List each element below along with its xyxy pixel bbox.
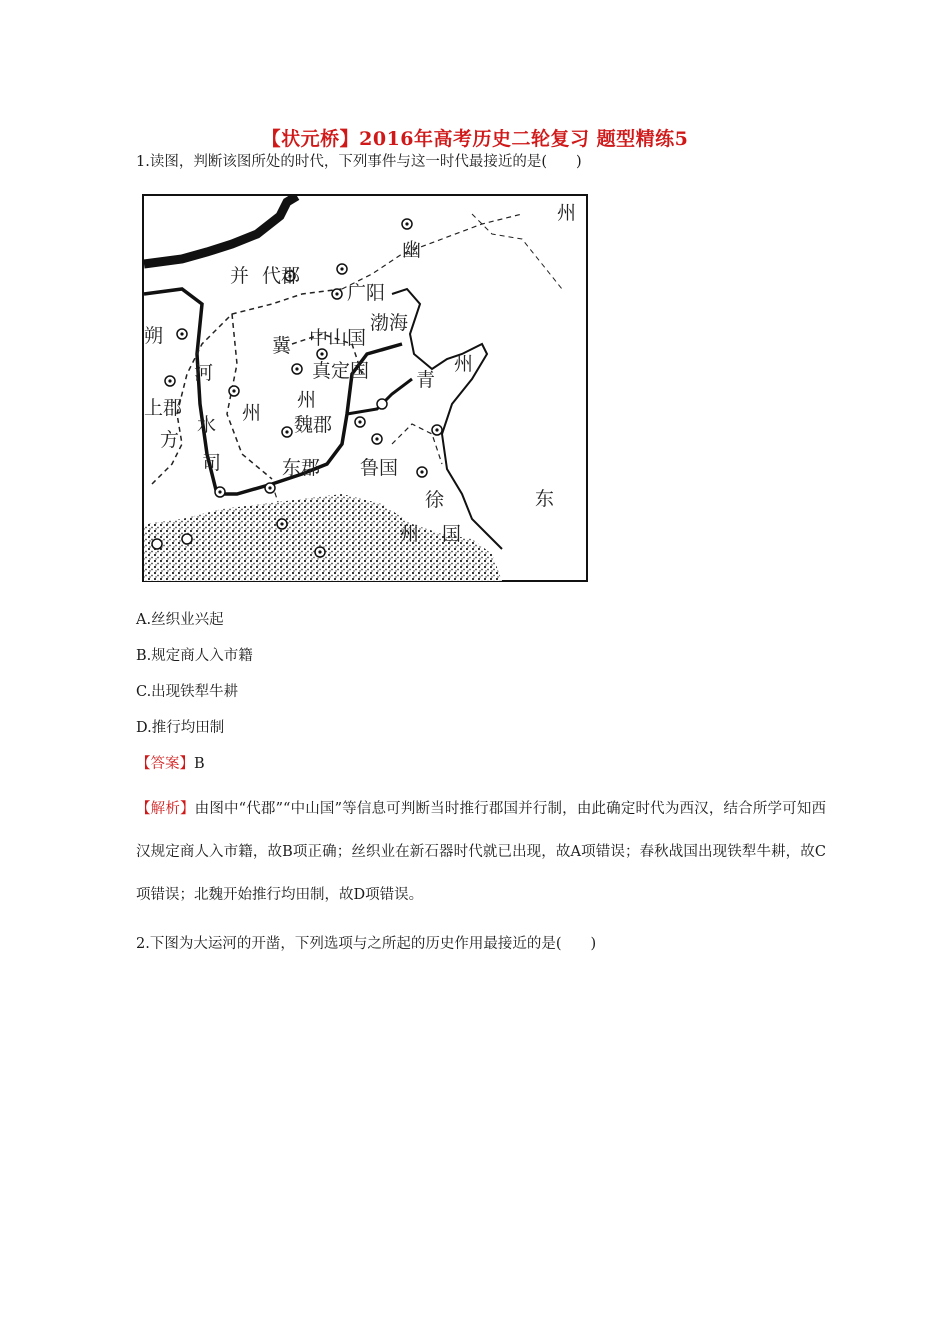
- map-label-dai-jun: 代郡: [262, 265, 301, 287]
- map-label-dong: 东: [535, 488, 555, 510]
- map-label-xu: 徐: [425, 489, 445, 511]
- map-label-zhending: 真定国: [312, 360, 370, 382]
- map-label-zhou-ji: 州: [242, 402, 262, 424]
- option-a: A.丝织业兴起: [136, 612, 224, 628]
- map-label-lu: 鲁国: [360, 457, 399, 479]
- map-label-ji: 冀: [272, 335, 292, 357]
- map-label-zhou-ne: 州: [557, 202, 577, 224]
- han-dynasty-map: [142, 194, 588, 582]
- option-d: D.推行均田制: [136, 720, 225, 736]
- map-label-wei-jun: 魏郡: [294, 414, 333, 436]
- map-label-guo: 国: [442, 523, 462, 545]
- analysis-text: 由图中“代郡”“中山国”等信息可判断当时推行郡国并行制，由此确定时代为西汉，结合所学可知西汉规定商人入市籍，故B项正确；丝织业在新石器时代就已出现，故A项错误；春秋战国出现铁犁牛耕，故C项错误；北魏开始推行均田制，故D项错误。: [136, 801, 826, 903]
- map-label-guangyang: 广阳: [347, 282, 386, 304]
- map-label-dong-jun: 东郡: [282, 457, 321, 479]
- map-label-zhongshan: 中山国: [309, 327, 367, 349]
- map-label-fang: 方: [160, 429, 180, 451]
- analysis-tag: 【解析】: [136, 801, 195, 817]
- question-1-stem: 1.读图，判断该图所处的时代，下列事件与这一时代最接近的是( ): [136, 154, 582, 170]
- analysis-paragraph: [136, 788, 826, 917]
- option-b: B.规定商人入市籍: [136, 648, 253, 664]
- document-title: 【状元桥】2016年高考历史二轮复习 题型精练5: [261, 128, 689, 150]
- option-c: C.出现铁犁牛耕: [136, 684, 239, 700]
- map-label-si: 司: [202, 452, 222, 474]
- answer-value: B: [194, 756, 205, 772]
- answer-tag: 【答案】: [136, 756, 194, 772]
- answer-line: [136, 754, 205, 775]
- map-label-bohai: 渤海: [370, 312, 409, 334]
- map-label-zhou-qing: 州: [454, 353, 474, 375]
- map-label-shuo: 朔: [144, 325, 164, 347]
- map-label-zhou-xu: 州: [400, 523, 420, 545]
- map-label-you: 幽: [402, 239, 422, 261]
- map-label-qing: 青: [416, 369, 436, 391]
- map-label-shang-jun: 上郡: [144, 397, 183, 419]
- map-label-he: 河: [194, 362, 214, 384]
- question-2-stem: 2.下图为大运河的开凿，下列选项与之所起的历史作用最接近的是( ): [136, 936, 597, 952]
- map-label-zhou-wei: 州: [297, 389, 317, 411]
- map-label-shui: 水: [197, 414, 217, 436]
- map-label-bing: 并: [230, 265, 250, 287]
